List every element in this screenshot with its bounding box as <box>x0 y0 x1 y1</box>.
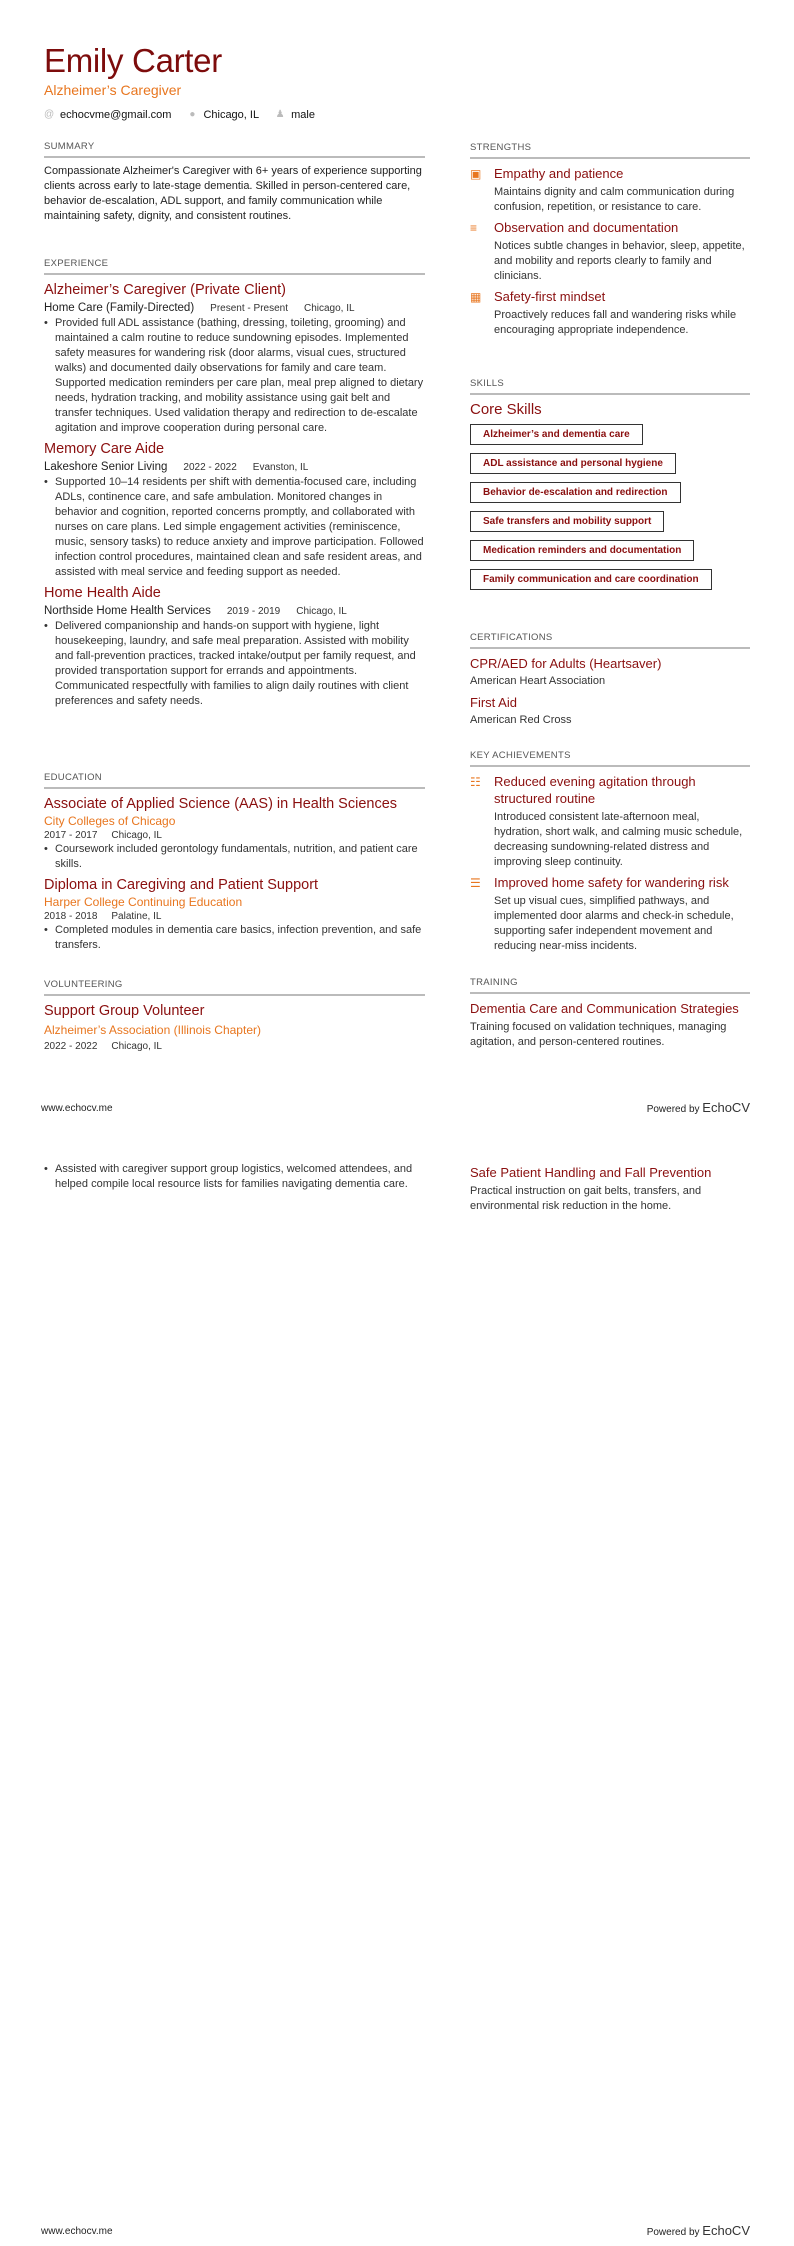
strength-desc: Proactively reduces fall and wandering risks while encouraging appropriate independence. <box>494 309 737 336</box>
person-icon: ♟ <box>275 109 285 120</box>
strengths-section <box>470 142 750 342</box>
lines-icon: ≡ <box>470 221 478 235</box>
school: City Colleges of Chicago <box>44 814 176 828</box>
summary-section <box>44 141 425 224</box>
list-icon: ☰ <box>470 876 481 890</box>
skills-section <box>470 378 750 598</box>
strength-item <box>470 288 750 338</box>
training-desc: Training focused on validation techniques, managing agitation, and person-centered routines. <box>470 1021 727 1048</box>
section-heading: TRAINING <box>470 977 750 994</box>
skill-tag: Alzheimer’s and dementia care <box>470 424 643 445</box>
achievement-item <box>470 773 750 870</box>
education-item <box>44 795 425 872</box>
bullet: • Provided full ADL assistance (bathing, dressing, toileting, grooming) and maintained a calm routine to reduce sundowning episodes. Implemented safety measures for wandering risk (door alarms, visual cues, structured walks) and documented daily observations for family and care team. Supported medication reminders per care plan, meal prep aligned to dietary needs, hydration tracking, and mobility assistance using gait belt and transfer techniques. Used validation therapy and redirection to de-escalate agitation and improve cooperation during personal care. <box>44 316 425 436</box>
skill-tag: ADL assistance and personal hygiene <box>470 453 676 474</box>
candidate-title: Alzheimer’s Caregiver <box>44 82 182 98</box>
dates: 2022 - 2022 <box>44 1041 98 1052</box>
footer-url[interactable]: www.echocv.me <box>41 1103 113 1114</box>
email[interactable]: echocvme@gmail.com <box>60 109 172 121</box>
volunteer-bullets <box>44 1162 425 1192</box>
strength-desc: Notices subtle changes in behavior, sleep, appetite, and mobility and reports clearly to family and clinicians. <box>494 240 745 282</box>
strength-title: Safety-first mindset <box>494 289 606 304</box>
location-pin-icon: ● <box>189 109 196 120</box>
training-continued <box>470 1164 750 1221</box>
book-icon: ▣ <box>470 167 482 181</box>
cert-issuer: American Red Cross <box>470 714 572 726</box>
training-title: Dementia Care and Communication Strategies <box>470 1001 739 1016</box>
powered-by <box>647 2223 750 2238</box>
dates: 2018 - 2018 <box>44 911 98 922</box>
company: Northside Home Health Services <box>44 605 211 617</box>
achievement-item <box>470 874 750 954</box>
calculator-icon: ▦ <box>470 290 482 304</box>
contact-row <box>44 109 315 121</box>
bullet: • Delivered companionship and hands-on support with hygiene, light housekeeping, laundry, and safe meal preparation. Assisted with mobility and fall-prevention practices, tracked intake/output per family request, and provided transportation support for errands and appointments. Communicated respectfully with families to align daily routines with client preferences and safety needs. <box>44 619 425 709</box>
volunteering-section <box>44 979 425 1053</box>
location: Chicago, IL <box>203 109 260 121</box>
education-item <box>44 876 425 953</box>
location: Chicago, IL <box>111 1041 162 1052</box>
location: Evanston, IL <box>252 462 309 473</box>
location: Chicago, IL <box>111 830 162 841</box>
dates: 2017 - 2017 <box>44 830 98 841</box>
experience-section <box>44 258 425 709</box>
training-section <box>470 977 750 1057</box>
section-heading: EXPERIENCE <box>44 258 425 275</box>
certifications-section <box>470 632 750 733</box>
experience-item <box>44 584 425 709</box>
dates: Present - Present <box>210 303 288 314</box>
achievements-section <box>470 750 750 958</box>
cert-name: CPR/AED for Adults (Heartsaver) <box>470 656 662 671</box>
achievement-title: Reduced evening agitation through structured routine <box>494 774 696 806</box>
brand-logo[interactable]: EchoCV <box>702 1100 750 1115</box>
sliders-icon: ☷ <box>470 775 481 789</box>
skill-tag: Medication reminders and documentation <box>470 540 694 561</box>
location: Palatine, IL <box>111 911 162 922</box>
section-heading: CERTIFICATIONS <box>470 632 750 649</box>
degree: Diploma in Caregiving and Patient Support <box>44 877 319 893</box>
powered-label: Powered by <box>646 1104 700 1115</box>
job-title: Home Health Aide <box>44 585 161 601</box>
volunteer-role: Support Group Volunteer <box>44 1003 205 1019</box>
bullet: • Completed modules in dementia care basics, infection prevention, and safe transfers. <box>44 923 425 953</box>
brand-logo[interactable]: EchoCV <box>702 2223 750 2238</box>
section-heading: VOLUNTEERING <box>44 979 425 996</box>
summary-text: Compassionate Alzheimer's Caregiver with 6+ years of experience supporting clients across early to late-stage dementia. Skilled in person-centered care, behavior de-escalation, ADL support, and family communication while maintaining safety, dignity, and consistent routines. <box>44 165 422 222</box>
job-title: Memory Care Aide <box>44 441 165 457</box>
gender: male <box>291 109 315 121</box>
education-section <box>44 772 425 953</box>
cert-name: First Aid <box>470 695 517 710</box>
school: Harper College Continuing Education <box>44 895 243 909</box>
section-heading: STRENGTHS <box>470 142 750 159</box>
company: Lakeshore Senior Living <box>44 461 168 473</box>
location: Chicago, IL <box>303 303 355 314</box>
experience-item <box>44 440 425 580</box>
company: Home Care (Family-Directed) <box>44 302 195 314</box>
bullet: • Supported 10–14 residents per shift with dementia-focused care, including ADLs, continence care, and safe ambulation. Monitored changes in behavior and cognition, reported concerns promptly, and collaborated with nurses on care plans. Led simple engagement activities (reminiscence, music, sensory tasks) to reduce anxiety and improve participation. Followed infection control procedures, maintained clean and safe resident areas, and assisted with meal service and feeding support as needed. <box>44 475 425 580</box>
at-icon: @ <box>44 109 55 120</box>
dates: 2019 - 2019 <box>226 606 281 617</box>
achievement-title: Improved home safety for wandering risk <box>494 875 729 890</box>
degree: Associate of Applied Science (AAS) in Health Sciences <box>44 796 398 812</box>
section-heading: EDUCATION <box>44 772 425 789</box>
training-desc: Practical instruction on gait belts, transfers, and environmental risk reduction in the home. <box>470 1185 702 1212</box>
volunteer-org: Alzheimer’s Association (Illinois Chapter) <box>44 1023 261 1037</box>
dates: 2022 - 2022 <box>183 462 237 473</box>
skill-group-title: Core Skills <box>470 401 542 418</box>
job-title: Alzheimer’s Caregiver (Private Client) <box>44 282 287 298</box>
candidate-name: Emily Carter <box>44 42 222 79</box>
training-title: Safe Patient Handling and Fall Prevention <box>470 1165 712 1180</box>
location: Chicago, IL <box>296 606 347 617</box>
bullet: • Assisted with caregiver support group logistics, welcomed attendees, and helped compile local resource lists for families navigating dementia care. <box>44 1162 425 1192</box>
strength-item <box>470 219 750 284</box>
footer-url[interactable]: www.echocv.me <box>41 2226 113 2237</box>
section-heading: KEY ACHIEVEMENTS <box>470 750 750 767</box>
cert-issuer: American Heart Association <box>470 675 606 687</box>
skill-tag: Behavior de-escalation and redirection <box>470 482 681 503</box>
section-heading: SKILLS <box>470 378 750 395</box>
achievement-desc: Set up visual cues, simplified pathways, and implemented door alarms and check-in schedule, supporting safer independent movement and reducing near-miss incidents. <box>494 895 734 952</box>
skill-tag: Family communication and care coordination <box>470 569 712 590</box>
skill-tag: Safe transfers and mobility support <box>470 511 664 532</box>
strength-desc: Maintains dignity and calm communication during confusion, repetition, or resistance to care. <box>494 186 735 213</box>
strength-title: Empathy and patience <box>494 166 624 181</box>
powered-label: Powered by <box>646 2227 700 2238</box>
bullet: • Coursework included gerontology fundamentals, nutrition, and patient care skills. <box>44 842 425 872</box>
strength-item <box>470 165 750 215</box>
powered-by <box>647 1100 750 1115</box>
section-heading: SUMMARY <box>44 141 425 158</box>
strength-title: Observation and documentation <box>494 220 679 235</box>
achievement-desc: Introduced consistent late-afternoon meal, hydration, short walk, and calming music schedule, decreasing sundowning-related distress and improving sleep continuity. <box>494 811 743 868</box>
experience-item <box>44 281 425 436</box>
